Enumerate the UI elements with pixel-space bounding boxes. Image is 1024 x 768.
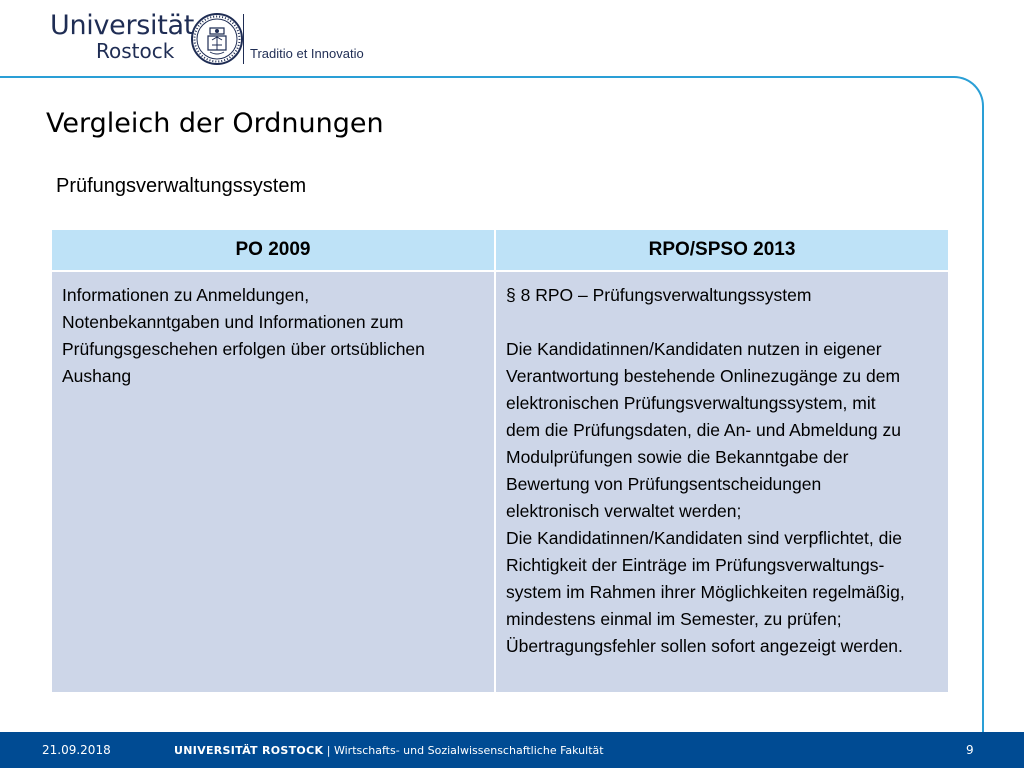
logo-line-2: Rostock xyxy=(96,39,175,63)
table-header-po-2009: PO 2009 xyxy=(52,230,494,270)
footer-bar xyxy=(0,732,1024,768)
table-cell-po-2009 xyxy=(52,272,494,692)
page-title: Vergleich der Ordnungen xyxy=(46,108,384,139)
footer-university: UNIVERSITÄT ROSTOCK xyxy=(174,744,324,757)
header xyxy=(0,0,1024,72)
university-seal-icon xyxy=(190,12,244,66)
cell-paragraph-2: Die Kandidatinnen/Kandidaten sind verpflichtet, die Richtigkeit der Einträge im Prüfungsverwaltungs- system im Rahmen ihrer Möglichkeiten regelmäßig, mindestens einmal im Semester, zu prüfen; Übertragungsfehler sollen sofort angezeigt werden. xyxy=(506,528,905,656)
paragraph-spacer xyxy=(506,309,936,336)
logo-divider xyxy=(243,14,244,64)
cell-text-po-2009: Informationen zu Anmeldungen, Notenbekanntgaben und Informationen zum Prüfungsgeschehen erfolgen über ortsüblichen Aushang xyxy=(62,285,425,386)
footer-institution xyxy=(174,744,604,757)
logo-line-1: Universität xyxy=(50,10,195,41)
university-logo xyxy=(50,10,195,63)
footer-date: 21.09.2018 xyxy=(42,743,111,757)
footer-faculty: | Wirtschafts- und Sozialwissenschaftliche Fakultät xyxy=(323,744,604,757)
table-cell-rpo-spso-2013 xyxy=(496,272,948,692)
page-number: 9 xyxy=(966,743,974,757)
cell-paragraph-1: Die Kandidatinnen/Kandidaten nutzen in eigener Verantwortung bestehende Onlinezugänge zu dem elektronischen Prüfungsverwaltungssystem, mit dem die Prüfungsdaten, die An- und Abmeldung zu Modulprüfungen sowie die Bekanntgabe der Bewertung von Prüfungsentscheidungen elektronisch verwaltet werden; xyxy=(506,339,901,521)
comparison-table xyxy=(52,230,948,692)
motto: Traditio et Innovatio xyxy=(250,46,364,61)
table-header-rpo-spso-2013: RPO/SPSO 2013 xyxy=(496,230,948,270)
slide-subtitle: Prüfungsverwaltungssystem xyxy=(56,175,307,197)
cell-heading-rpo: § 8 RPO – Prüfungsverwaltungssystem xyxy=(506,285,812,305)
